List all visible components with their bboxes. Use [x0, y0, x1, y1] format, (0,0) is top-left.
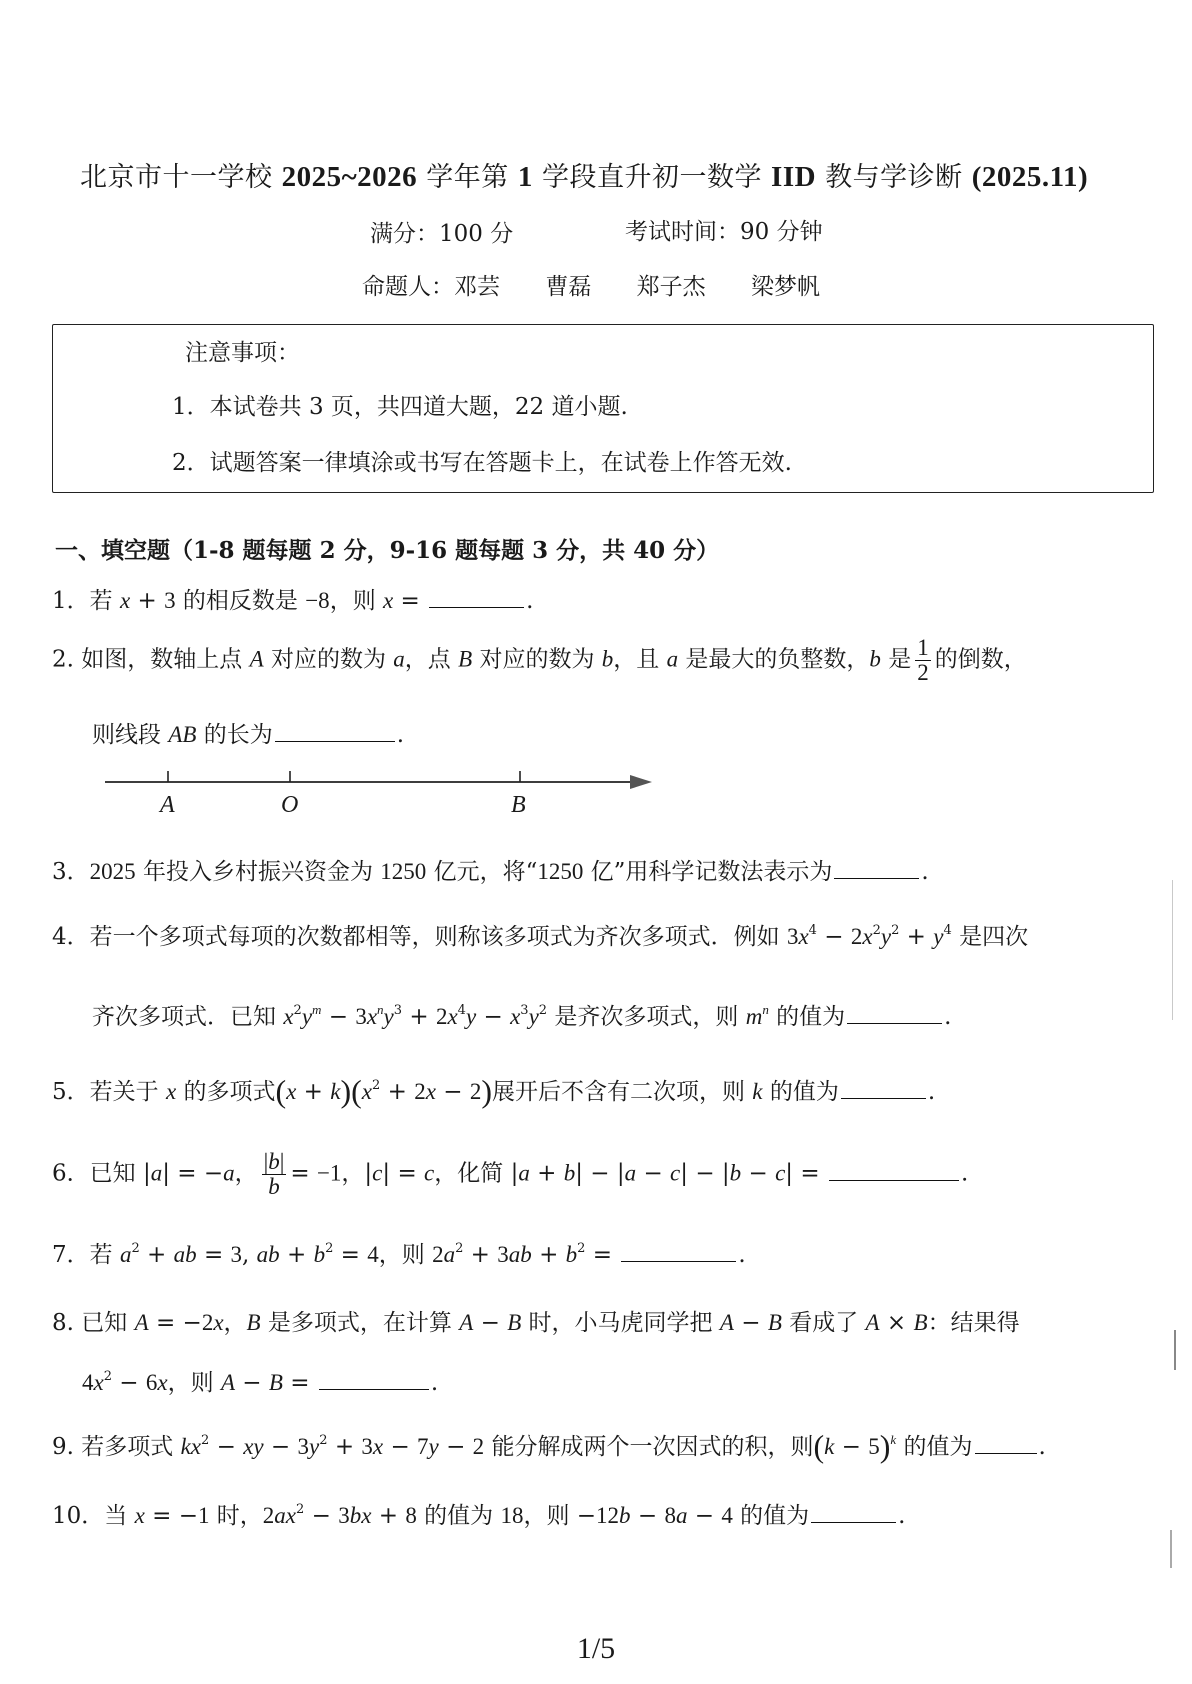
exam-title: 北京市十一学校 2025~2026 学年第 1 学段直升初一数学 IID 教与学诊断 (2025.11): [80, 161, 1089, 193]
question-4: 4．若一个多项式每项的次数都相等，则称该多项式为齐次多项式．例如 $3x^4 - 2x^2y^2 + y^4$ 是四次: [52, 923, 1029, 950]
question-8-line2: $4x^2 - 6x$，则 A − B = .: [82, 1369, 439, 1396]
section-heading: 一、填空题（1-8 题每题 2 分，9-16 题每题 3 分，共 40 分）: [55, 537, 720, 564]
number-line-label-a: A: [160, 792, 175, 818]
question-6: 6．已知 |a| = −a， $\frac{|b|}{b}$ = −1，|c| = c，化简 |a + b| − |a − c| − |b − c| = .: [52, 1149, 969, 1200]
arrow-right-icon: [630, 775, 652, 789]
number-line: [100, 765, 660, 825]
scan-artifact: [1172, 880, 1173, 1020]
page-number: 1/5: [576, 1632, 616, 1665]
question-3: 3．2025 年投入乡村振兴资金为 1250 亿元，将“1250 亿”用科学记数法表示为 .: [52, 853, 929, 886]
notice-item: 1．本试卷共 3 页，共四道大题，22 道小题.: [172, 394, 628, 420]
notice-heading: 注意事项：: [185, 340, 300, 366]
exam-time: 考试时间：90 分钟: [625, 219, 823, 245]
full-score: 满分：100 分: [370, 221, 514, 247]
question-2: 2. 如图，数轴上点 A 对应的数为 a，点 B 对应的数为 b，且 a 是最大的负整数，b 是 $\frac{1}{2}$ 的倒数，: [52, 635, 1027, 686]
question-10: 10．当 x = −1 时，$2ax^2 - 3bx + 8$ 的值为 18，则 −12b − 8a − 4 的值为 .: [52, 1502, 906, 1529]
number-line-label-b: B: [511, 792, 526, 818]
scan-artifact: [1174, 1330, 1176, 1370]
number-line-label-o: O: [281, 792, 299, 818]
question-5: 5．若关于 x 的多项式$(x + k)(x^2 + 2x - 2)$展开后不含有二次项，则 k 的值为 .: [52, 1073, 936, 1109]
question-7: 7．若 $a^2$ + ab = 3, ab + $b^2 = 4$，则 $2a^2 + 3ab + b^2$ = .: [52, 1241, 746, 1268]
question-8: 8. 已知 A = −2x，B 是多项式，在计算 A − B 时，小马虎同学把 A − B 看成了 A × B：结果得: [52, 1310, 1020, 1336]
authors: 命题人：邓芸 曹磊 郑子杰 梁梦帆: [362, 274, 820, 300]
question-4-line2: 齐次多项式．已知 $x^2y^m - 3x^ny^3 + 2x^4y - x^3y^2$ 是齐次多项式，则 $m^n$ 的值为 .: [92, 1002, 952, 1030]
question-1: 1．若 x + 3 的相反数是 −8，则 x = .: [52, 582, 533, 615]
question-2-line2: 则线段 AB 的长为 .: [92, 716, 404, 749]
scan-artifact: [1170, 1530, 1172, 1568]
question-9: 9. 若多项式 $kx^2$ − xy − $3y^2 + 3x - 7y - 2$ 能分解成两个一次因式的积，则$(k - 5)^k$ 的值为 .: [52, 1428, 1046, 1464]
notice-item: 2．试题答案一律填涂或书写在答题卡上，在试卷上作答无效.: [172, 450, 792, 476]
